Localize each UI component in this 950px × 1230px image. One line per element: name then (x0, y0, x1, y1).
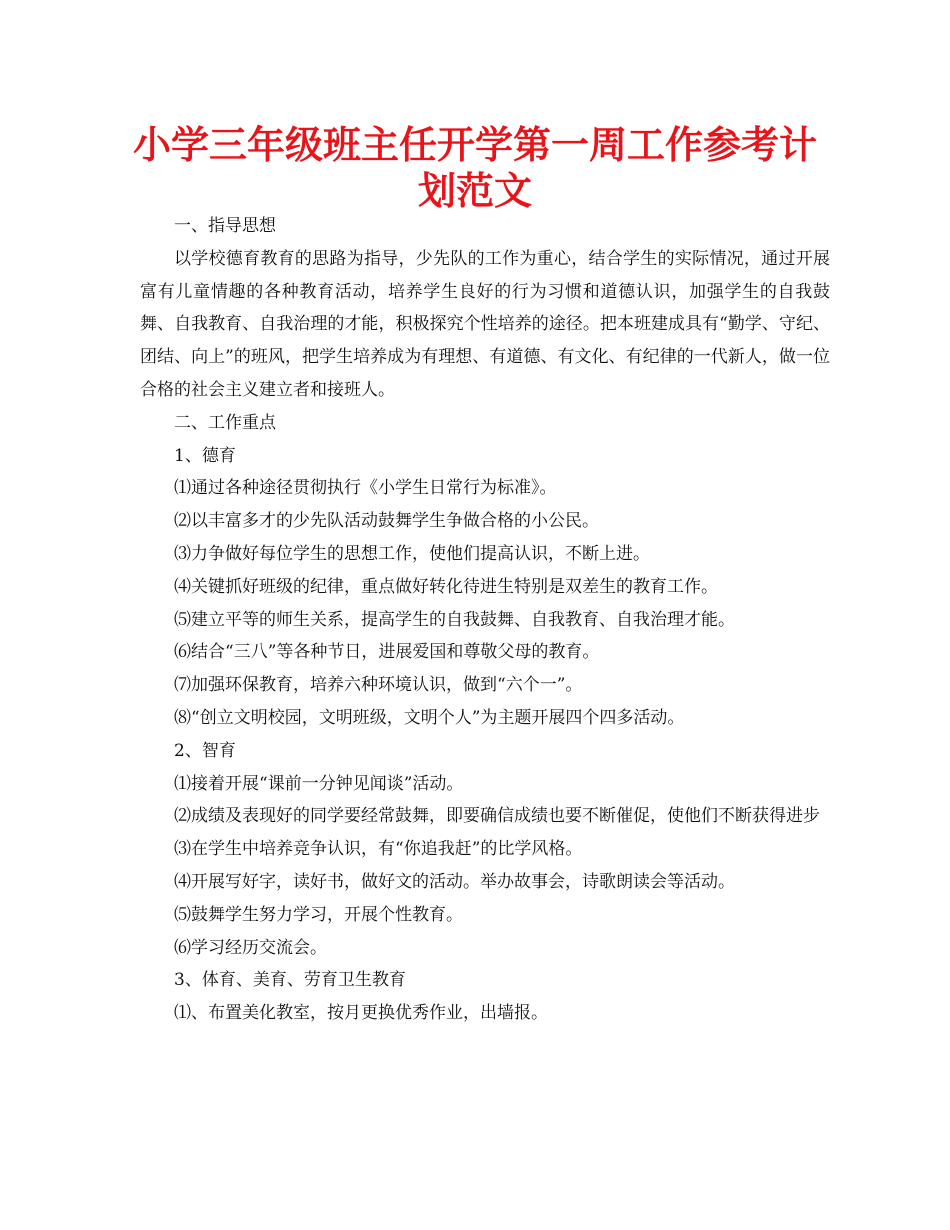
list-item: ⑴通过各种途径贯彻执行《小学生日常行为标准》。 (174, 478, 557, 499)
list-item: ⑹学习经历交流会。 (174, 937, 327, 958)
document-body (140, 210, 830, 1030)
list-item: ⑹结合“三八”等各种节日，进展爱国和尊敬父母的教育。 (174, 642, 600, 663)
subsection-heading-physical-aesthetic-labor-education: 3、体育、美育、劳育卫生教育 (174, 970, 406, 991)
section-heading-work-focus: 二、工作重点 (174, 412, 276, 433)
list-item: ⑶在学生中培养竞争认识，有“你追我赶”的比学风格。 (174, 839, 583, 860)
list-item: ⑷关键抓好班级的纪律，重点做好转化待进生特别是双差生的教育工作。 (174, 576, 718, 597)
guiding-ideology-paragraph: 以学校德育教育的思路为指导，少先队的工作为重心，结合学生的实际情况，通过开展富有儿童情趣的各种教育活动，培养学生良好的行为习惯和道德认识，加强学生的自我鼓舞、自我教育、自我治理的才能，积极探究个性培养的途径。把本班建成具有“勤学、守纪、团结、向上”的班风，把学生培养成为有理想、有道德、有文化、有纪律的一代新人，做一位合格的社会主义建立者和接班人。 (140, 248, 830, 400)
list-item: ⑶力争做好每位学生的思想工作，使他们提高认识，不断上进。 (174, 543, 650, 564)
document-title-line-1: 小学三年级班主任开学第一周工作参考计 (132, 123, 817, 167)
subsection-heading-moral-education: 1、德育 (174, 445, 236, 466)
list-item: ⑺加强环保教育，培养六种环境认识，做到“六个一”。 (174, 675, 583, 696)
list-item: ⑸建立平等的师生关系，提高学生的自我鼓舞、自我教育、自我治理才能。 (174, 609, 735, 630)
list-item: ⑵以丰富多才的少先队活动鼓舞学生争做合格的小公民。 (174, 511, 599, 532)
list-item: ⑻“创立文明校园，文明班级，文明个人”为主题开展四个四多活动。 (174, 707, 685, 728)
list-item: ⑷开展写好字，读好书，做好文的活动。举办故事会，诗歌朗读会等活动。 (174, 871, 735, 892)
list-item: ⑴、布置美化教室，按月更换优秀作业，出墙报。 (174, 1003, 548, 1024)
list-item: ⑴接着开展“课前一分钟见闻谈”活动。 (174, 773, 464, 794)
section-heading-guiding-ideology: 一、指导思想 (174, 216, 276, 236)
list-item-wrapped: ⑵成绩及表现好的同学要经常鼓舞，即要确信成绩也要不断催促，使他们不断获得进步 (174, 806, 820, 827)
subsection-heading-intellectual-education: 2、智育 (174, 740, 236, 761)
document-title-line-2: 划范文 (417, 169, 532, 213)
list-item: ⑸鼓舞学生努力学习，开展个性教育。 (174, 904, 463, 925)
